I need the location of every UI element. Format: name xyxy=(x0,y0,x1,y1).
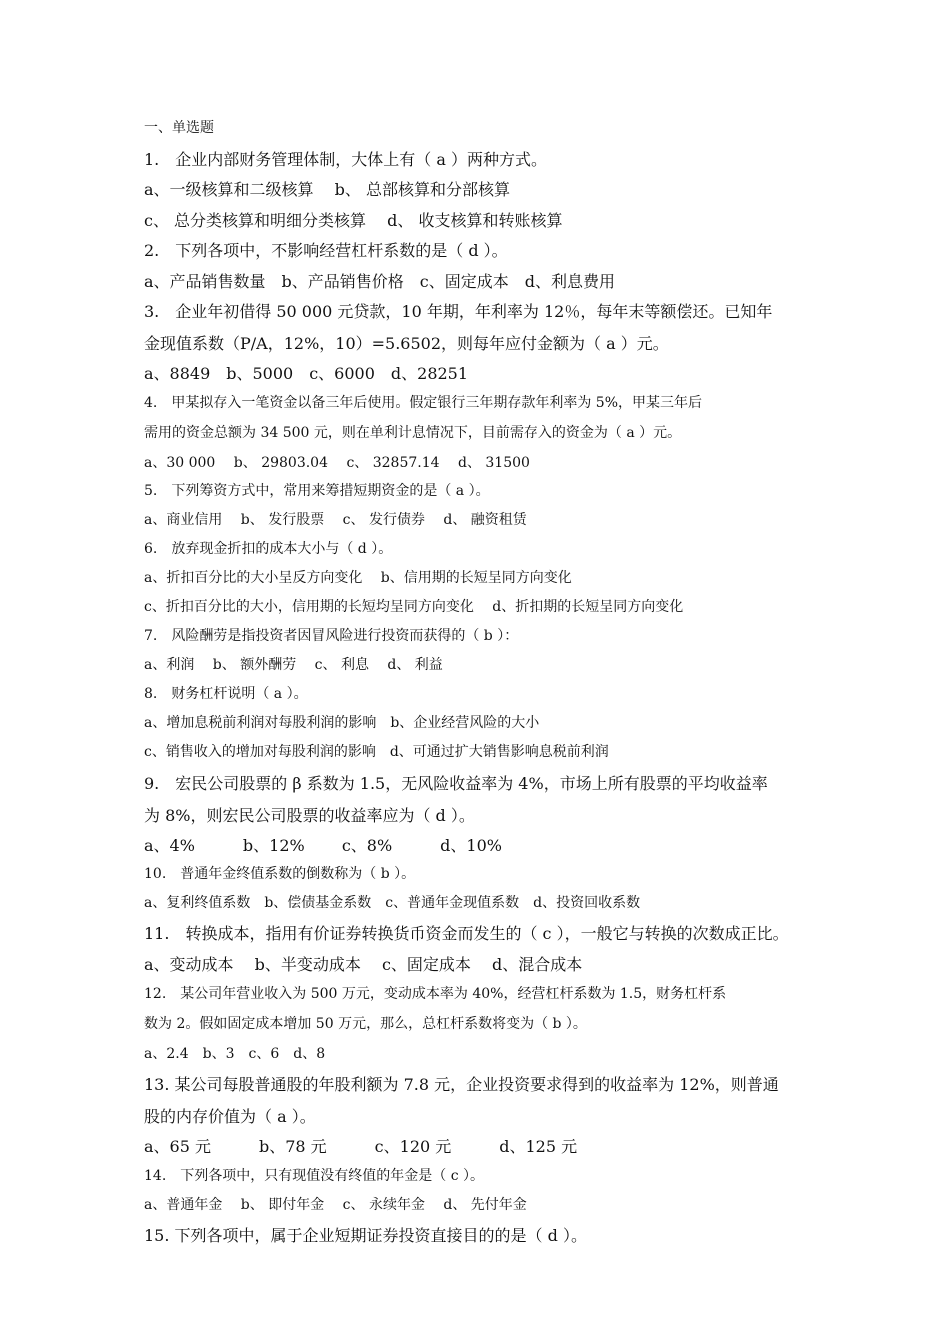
section-title: 一、单选题 xyxy=(144,120,214,136)
question-4-stem-line2: 需用的资金总额为 34 500 元，则在单利计息情况下，目前需存入的资金为（ a ）元。 xyxy=(144,425,682,441)
question-14-options: a、普通年金 b、 即付年金 c、 永续年金 d、 先付年金 xyxy=(144,1197,527,1213)
question-14-stem: 14. 下列各项中，只有现值没有终值的年金是（ c ）。 xyxy=(144,1168,485,1184)
question-1-options-ab: a、一级核算和二级核算 b、 总部核算和分部核算 xyxy=(144,180,510,199)
question-2-options: a、产品销售数量 b、产品销售价格 c、固定成本 d、利息费用 xyxy=(144,272,615,291)
question-7-stem: 7. 风险酬劳是指投资者因冒风险进行投资而获得的（ b ）： xyxy=(144,628,519,644)
question-3-stem-line2: 金现值系数（P/A，12%，10）=5.6502，则每年应付金额为（ a ）元。 xyxy=(144,334,669,353)
question-1-stem: 1. 企业内部财务管理体制，大体上有（ a ）两种方式。 xyxy=(144,150,547,169)
question-8-stem: 8. 财务杠杆说明（ a ）。 xyxy=(144,686,308,702)
question-13-stem-line1: 13. 某公司每股普通股的年股利额为 7.8 元，企业投资要求得到的收益率为 12%，则普通 xyxy=(144,1075,779,1094)
question-11-options: a、变动成本 b、半变动成本 c、固定成本 d、混合成本 xyxy=(144,955,583,974)
question-12-options: a、2.4 b、3 c、6 d、8 xyxy=(144,1046,326,1062)
question-5-stem: 5. 下列筹资方式中，常用来筹措短期资金的是（ a ）。 xyxy=(144,483,490,499)
question-12-stem-line2: 数为 2。假如固定成本增加 50 万元，那么，总杠杆系数将变为（ b ）。 xyxy=(144,1016,587,1032)
question-12-stem-line1: 12. 某公司年营业收入为 500 万元，变动成本率为 40%，经营杠杆系数为 1.5，财务杠杆系 xyxy=(144,986,727,1002)
question-9-options: a、4% b、12% c、8% d、10% xyxy=(144,836,502,855)
question-4-options: a、30 000 b、 29803.04 c、 32857.14 d、 31500 xyxy=(144,455,530,471)
question-4-stem-line1: 4. 甲某拟存入一笔资金以备三年后使用。假定银行三年期存款年利率为 5%，甲某三年后 xyxy=(144,395,703,411)
question-6-stem: 6. 放弃现金折扣的成本大小与（ d ）。 xyxy=(144,541,393,557)
question-15-stem: 15. 下列各项中，属于企业短期证券投资直接目的的是（ d ）。 xyxy=(144,1226,587,1245)
question-3-stem-line1: 3. 企业年初借得 50 000 元贷款，10 年期，年利率为 12％，每年末等额偿还。已知年 xyxy=(144,302,773,321)
question-13-stem-line2: 股的内存价值为（ a ）。 xyxy=(144,1107,316,1126)
question-2-stem: 2. 下列各项中，不影响经营杠杆系数的是（ d ）。 xyxy=(144,241,508,260)
question-7-options: a、利润 b、 额外酬劳 c、 利息 d、 利益 xyxy=(144,657,443,673)
question-9-stem-line2: 为 8%，则宏民公司股票的收益率应为（ d ）。 xyxy=(144,806,475,825)
question-6-options-ab: a、折扣百分比的大小呈反方向变化 b、信用期的长短呈同方向变化 xyxy=(144,570,572,586)
question-9-stem-line1: 9. 宏民公司股票的 β 系数为 1.5，无风险收益率为 4%，市场上所有股票的平均收益率 xyxy=(144,774,768,793)
question-3-options: a、8849 b、5000 c、6000 d、28251 xyxy=(144,364,469,383)
question-10-options: a、复利终值系数 b、偿债基金系数 c、普通年金现值系数 d、投资回收系数 xyxy=(144,895,641,911)
question-8-options-cd: c、销售收入的增加对每股利润的影响 d、可通过扩大销售影响息税前利润 xyxy=(144,744,609,760)
question-11-stem: 11. 转换成本，指用有价证券转换货币资金而发生的（ c ），一般它与转换的次数成正比。 xyxy=(144,924,789,943)
question-6-options-cd: c、折扣百分比的大小，信用期的长短均呈同方向变化 d、折扣期的长短呈同方向变化 xyxy=(144,599,684,615)
question-1-options-cd: c、 总分类核算和明细分类核算 d、 收支核算和转账核算 xyxy=(144,211,563,230)
question-13-options: a、65 元 b、78 元 c、120 元 d、125 元 xyxy=(144,1137,578,1156)
question-8-options-ab: a、增加息税前利润对每股利润的影响 b、企业经营风险的大小 xyxy=(144,715,540,731)
question-10-stem: 10. 普通年金终值系数的倒数称为（ b ）。 xyxy=(144,866,416,882)
question-5-options: a、商业信用 b、 发行股票 c、 发行债券 d、 融资租赁 xyxy=(144,512,527,528)
